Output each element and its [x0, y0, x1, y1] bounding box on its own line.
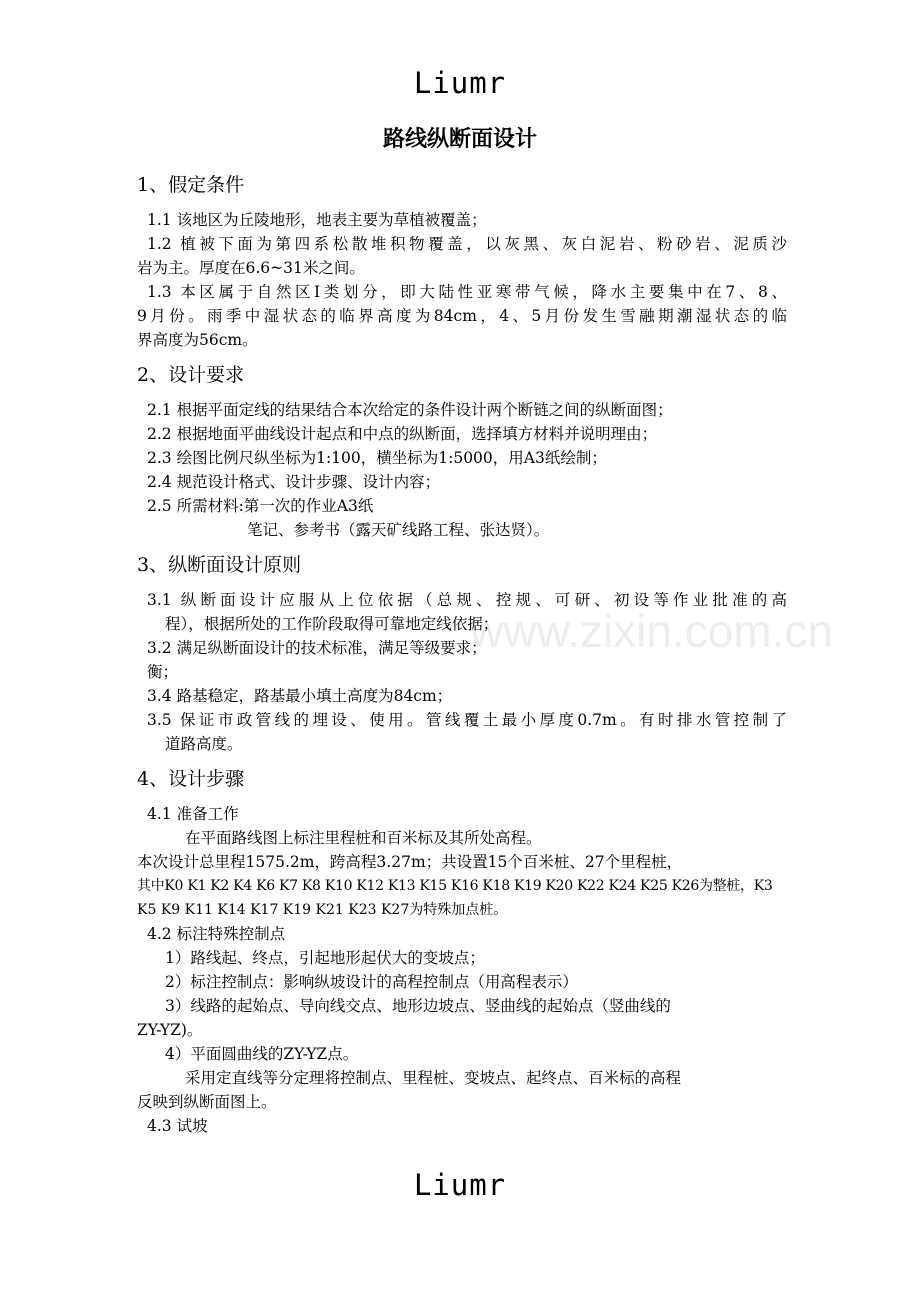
paragraph-4-9b: ZY-YZ)。 — [137, 1021, 203, 1039]
document-body — [137, 170, 787, 1138]
section-heading-1: 1、假定条件 — [137, 174, 245, 196]
paragraph-4-3: 本次设计总里程1575.2m，跨高程3.27m；共设置15个百米桩、27个里程桩， — [137, 853, 683, 871]
paragraph-1-2a: 1.2 植被下面为第四系松散堆积物覆盖，以灰黑、灰白泥岩、粉砂岩、泥质沙 — [147, 235, 787, 253]
section-heading-2: 2、设计要求 — [137, 364, 245, 386]
paragraph-3-5b: 道路高度。 — [165, 735, 243, 753]
paragraph-1-1: 1.1 该地区为丘陵地形，地表主要为草植被覆盖； — [147, 211, 487, 229]
paragraph-3-4: 3.4 路基稳定，路基最小填土高度为84cm； — [147, 687, 453, 705]
paragraph-1-3a: 1.3 本区属于自然区Ⅰ类划分，即大陆性亚寒带气候，降水主要集中在7、8、 — [147, 283, 787, 301]
paragraph-4-5: K5 K9 K11 K14 K17 K19 K21 K23 K27为特殊加点桩。 — [137, 902, 508, 918]
paragraph-1-2b: 岩为主。厚度在6.6~31米之间。 — [137, 259, 365, 277]
paragraph-4-9a: 3）线路的起始点、导向线交点、地形边坡点、竖曲线的起始点（竖曲线的 — [165, 997, 671, 1015]
document-title: 路线纵断面设计 — [382, 127, 537, 152]
paragraph-4-2: 在平面路线图上标注里程桩和百米标及其所处高程。 — [185, 829, 542, 847]
paragraph-4-6: 4.2 标注特殊控制点 — [147, 925, 286, 943]
paragraph-1-3b: 9月份。雨季中湿状态的临界高度为84cm，4、5月份发生雪融期潮湿状态的临 — [137, 307, 787, 325]
page-footer: Liumr — [413, 1168, 507, 1202]
paragraph-3-3: 衡； — [147, 663, 179, 681]
watermark: www.zixin.com.cn — [470, 605, 833, 657]
paragraph-4-4: 其中K0 K1 K2 K4 K6 K7 K8 K10 K12 K13 K15 K16 K18 K19 K20 K22 K24 K25 K26为整桩，K3 — [137, 878, 773, 894]
paragraph-2-3: 2.3 绘图比例尺纵坐标为1:100，横坐标为1:5000，用A3纸绘制； — [147, 449, 607, 467]
paragraph-2-4: 2.4 规范设计格式、设计步骤、设计内容； — [147, 473, 441, 491]
paragraph-3-5a: 3.5 保证市政管线的埋设、使用。管线覆土最小厚度0.7m。有时排水管控制了 — [147, 711, 787, 729]
paragraph-3-2: 3.2 满足纵断面设计的技术标准，满足等级要求； — [147, 639, 487, 657]
paragraph-1-3c: 界高度为56cm。 — [137, 331, 258, 349]
paragraph-2-2: 2.2 根据地面平曲线设计起点和中点的纵断面，选择填方材料并说明理由； — [147, 425, 658, 443]
paragraph-3-1a: 3.1 纵断面设计应服从上位依据（总规、控规、可研、初设等作业批准的高 — [147, 591, 787, 609]
paragraph-4-12: 4.3 试坡 — [147, 1117, 208, 1135]
paragraph-2-5: 2.5 所需材料:第一次的作业A3纸 — [147, 497, 374, 515]
paragraph-4-1: 4.1 准备工作 — [147, 805, 239, 823]
paragraph-4-10: 4）平面圆曲线的ZY-YZ点。 — [165, 1045, 359, 1063]
paragraph-4-8: 2）标注控制点：影响纵坡设计的高程控制点（用高程表示） — [165, 973, 578, 991]
section-heading-3: 3、纵断面设计原则 — [137, 554, 302, 576]
paragraph-4-11a: 采用定直线等分定理将控制点、里程桩、变坡点、起终点、百米标的高程 — [185, 1069, 682, 1087]
page-header: Liumr — [413, 66, 507, 100]
paragraph-2-6: 笔记、参考书（露天矿线路工程、张达贤）。 — [247, 521, 550, 539]
paragraph-2-1: 2.1 根据平面定线的结果结合本次给定的条件设计两个断链之间的纵断面图； — [147, 401, 673, 419]
paragraph-4-11b: 反映到纵断面图上。 — [137, 1093, 277, 1111]
section-heading-4: 4、设计步骤 — [137, 768, 245, 790]
paragraph-3-1b: 程），根据所处的工作阶段取得可靠地定线依据； — [165, 615, 499, 633]
paragraph-4-7: 1）路线起、终点，引起地形起伏大的变坡点； — [165, 949, 485, 967]
